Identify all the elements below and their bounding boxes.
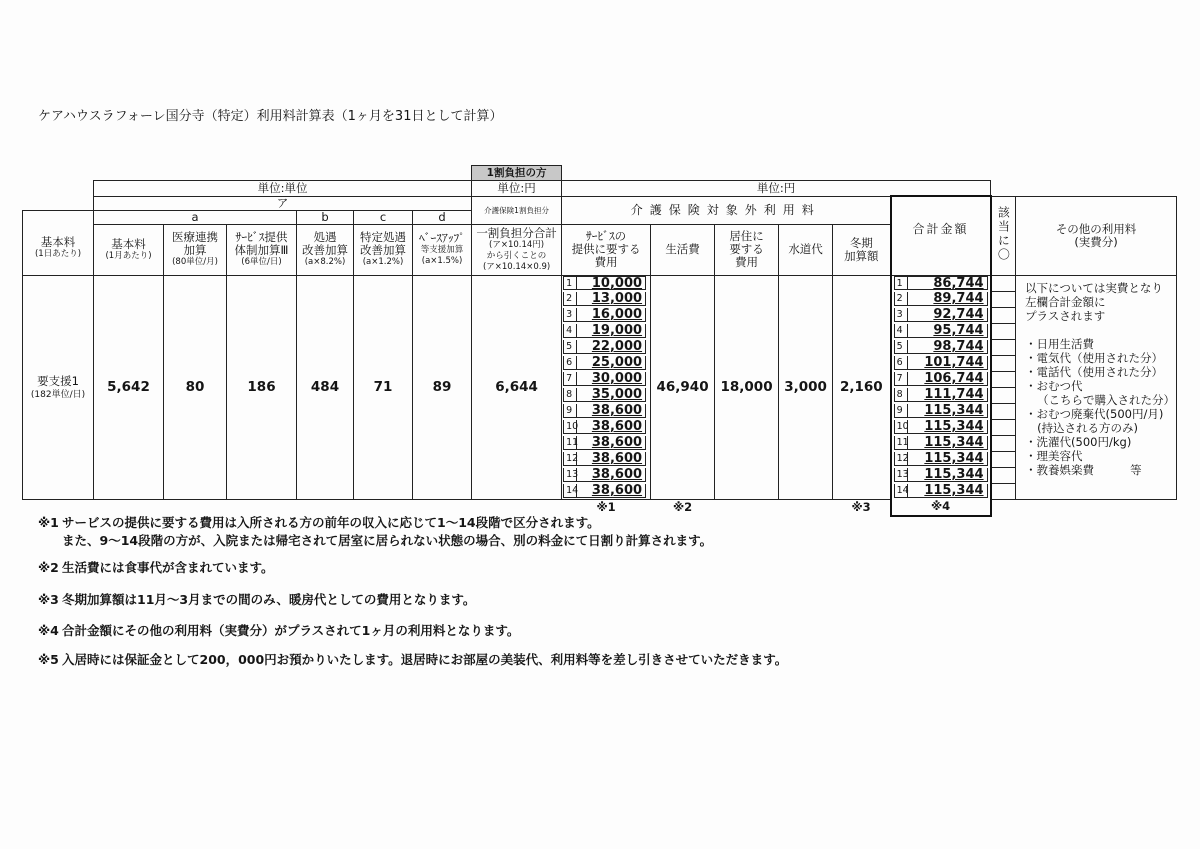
other-fees-item: ・洗濯代(500円/kg) — [1025, 434, 1132, 449]
service-cost-value: 38,600 — [591, 435, 643, 450]
total-value: 92,744 — [933, 307, 984, 322]
tier-box — [563, 420, 646, 434]
applicable-cell — [991, 323, 1016, 339]
column-note-2: ※2 — [672, 499, 693, 514]
applicable-cell — [991, 371, 1016, 387]
monthly-base-header — [94, 224, 164, 275]
monthly-base-header-label: 基本料 — [111, 236, 146, 251]
tier-number: 4 — [564, 324, 577, 337]
tier-number: 13 — [566, 469, 579, 480]
tier-box — [894, 388, 988, 402]
other-fees-item: ・電気代（使用された分） — [1025, 350, 1164, 365]
baseup-header-label: ﾍﾞｰｽｱｯﾌﾟ — [419, 231, 466, 245]
tier-number: 6 — [564, 356, 577, 369]
total-tier — [891, 275, 991, 291]
group-a-header: ア — [94, 196, 472, 210]
special-treatment-header-label: 特定処遇 改善加算 — [360, 230, 406, 257]
tier-number: 4 — [895, 324, 908, 337]
service-cost-tier — [562, 275, 651, 291]
treatment-value: 484 — [297, 275, 354, 499]
tier-box — [894, 372, 988, 386]
tier-box — [563, 388, 646, 402]
applicable-cell — [991, 435, 1016, 451]
tier-box — [894, 324, 988, 338]
total-value: 115,344 — [924, 403, 984, 418]
tier-box — [894, 484, 988, 498]
column-note-3: ※3 — [851, 499, 871, 514]
service-cost-tier — [562, 307, 651, 323]
total-tier — [891, 307, 991, 323]
daily-base-header-note: (1日あたり) — [34, 248, 82, 259]
other-fees-etc: 等 — [1130, 462, 1142, 477]
total-value: 115,344 — [924, 467, 984, 482]
tier-box — [894, 356, 988, 370]
monthly-base-header-note: (1月あたり) — [105, 250, 152, 261]
residence-value: 18,000 — [715, 275, 779, 499]
service-cost-tier — [562, 339, 651, 355]
footnote-mark: ※4 — [38, 623, 59, 638]
medical-header-label: 医療連携 加算 — [172, 230, 218, 257]
special-treatment-header-note: (a×1.2%) — [362, 257, 404, 267]
service-cost-tier — [562, 371, 651, 387]
footnote-line: 入居時には保証金として200，000円お預かりいたします。退居時にお部屋の美装代、利用料等を差し引きさせていただきます。 — [62, 652, 788, 667]
total-tier — [891, 339, 991, 355]
service-cost-value: 25,000 — [591, 355, 643, 370]
service-cost-value: 38,600 — [591, 451, 643, 466]
total-tier — [891, 323, 991, 339]
daily-base-header — [23, 210, 94, 275]
total-tier — [891, 483, 991, 499]
baseup-header — [413, 224, 472, 275]
applicable-cell — [991, 275, 1016, 291]
tier-number: 5 — [895, 340, 908, 353]
service-cost-tier — [562, 483, 651, 499]
share-total-header-note: (ア×10.14円) から引くことの (ア×10.14×0.9) — [482, 239, 551, 272]
service-cost-value: 13,000 — [591, 291, 643, 306]
blank-cell — [23, 166, 472, 181]
tier-box — [894, 308, 988, 322]
service-cost-value: 38,600 — [591, 419, 643, 434]
blank-cell — [23, 181, 94, 197]
service-cost-value: 16,000 — [591, 307, 643, 322]
service-cost-value: 19,000 — [591, 323, 643, 338]
applicable-cell — [991, 307, 1016, 323]
other-fees-intro: 左欄合計金額に — [1025, 294, 1106, 309]
spacer — [1025, 323, 1172, 337]
tier-number: 9 — [564, 404, 577, 417]
tier-number: 3 — [564, 308, 577, 321]
footnote-mark: ※2 — [38, 560, 59, 575]
water-value: 3,000 — [779, 275, 833, 499]
tier-number: 9 — [895, 404, 908, 417]
footnote-line: 生活費には食事代が含まれています。 — [62, 560, 274, 575]
other-fees-intro: プラスされます — [1025, 308, 1106, 323]
winter-header-label: 冬期 加算額 — [844, 235, 879, 263]
unit-yen-header: 単位:円 — [562, 181, 991, 197]
other-fees-item: ・おむつ代 — [1025, 378, 1083, 393]
blank-cell — [715, 499, 833, 516]
tier-box — [563, 372, 646, 386]
tier-box — [563, 324, 646, 338]
tier-number: 6 — [895, 356, 908, 369]
tier-number: 14 — [566, 484, 579, 496]
footnote-line: また、9～14段階の方が、入院または帰宅されて居室に居られない状態の場合、別の料金にて日割り計算されます。 — [62, 533, 713, 548]
baseup-value: 89 — [413, 275, 472, 499]
treatment-header-label: 処遇 改善加算 — [302, 230, 348, 257]
tier-box — [894, 436, 988, 450]
tier-number: 5 — [564, 340, 577, 353]
service-cost-tier — [562, 451, 651, 467]
winter-header — [833, 224, 891, 275]
footnote-4 — [38, 622, 519, 640]
service-cost-header — [562, 224, 651, 275]
tier-box — [894, 292, 988, 306]
unit-units-header: 単位:単位 — [94, 181, 472, 197]
footnote-2 — [38, 559, 274, 577]
total-value: 95,744 — [933, 323, 984, 338]
tier-box — [563, 484, 646, 498]
tier-number: 11 — [566, 437, 579, 448]
total-tier — [891, 355, 991, 371]
tier-number: 12 — [896, 453, 909, 464]
footnote-text — [62, 591, 475, 609]
applicable-cell — [991, 467, 1016, 483]
total-tier — [891, 403, 991, 419]
tier-number: 2 — [895, 292, 908, 305]
service-cost-tier — [562, 467, 651, 483]
other-fees-item: ・日用生活費 — [1025, 336, 1095, 351]
residence-header-label: 居住に 要する 費用 — [729, 229, 764, 269]
applicable-cell — [991, 451, 1016, 467]
total-tier — [891, 451, 991, 467]
tier-number: 14 — [896, 485, 909, 496]
footnote-text — [62, 514, 712, 550]
service-cost-tier — [562, 323, 651, 339]
tier-box — [894, 340, 988, 354]
other-fees-header — [1016, 196, 1177, 275]
living-header: 生活費 — [651, 224, 715, 275]
tier-box — [894, 404, 988, 418]
tier-box — [894, 420, 988, 434]
service-system-header-note: (6単位/日) — [241, 257, 282, 267]
medical-header-note: (80単位/月) — [172, 257, 218, 267]
special-treatment-value: 71 — [354, 275, 413, 499]
service-cost-value: 22,000 — [591, 339, 643, 354]
share-total-value: 6,644 — [472, 275, 562, 499]
service-system-header — [227, 224, 297, 275]
service-cost-tier — [562, 291, 651, 307]
care-level-units: (182単位/日) — [30, 389, 86, 400]
other-fees-header-label: その他の利用料 — [1055, 221, 1137, 236]
other-fees-item: ・おむつ廃棄代(500円/月) — [1025, 406, 1164, 421]
column-note-1: ※1 — [596, 499, 616, 514]
tier-box — [563, 468, 646, 482]
total-value: 98,744 — [933, 339, 984, 354]
tier-box — [563, 452, 646, 466]
service-cost-tier — [562, 355, 651, 371]
applicable-cell — [991, 339, 1016, 355]
total-tier — [891, 387, 991, 403]
total-tier — [891, 467, 991, 483]
applicable-cell — [991, 419, 1016, 435]
tier-box — [563, 292, 646, 306]
treatment-header-note: (a×8.2%) — [304, 257, 346, 267]
footnote-text — [62, 559, 274, 577]
other-fees-item-note: (持込される方のみ) — [1037, 420, 1139, 435]
total-value: 106,744 — [924, 371, 984, 386]
tier-number: 13 — [896, 469, 909, 480]
tier-number: 11 — [896, 437, 909, 448]
footnote-text — [62, 622, 519, 640]
footnote-mark: ※5 — [38, 652, 59, 667]
footnote-line: 合計金額にその他の利用料（実費分）がプラスされて1ヶ月の利用料となります。 — [62, 623, 520, 638]
tier-number: 2 — [564, 292, 577, 305]
total-value: 101,744 — [924, 355, 984, 370]
tier-number: 7 — [895, 372, 908, 385]
other-fees-item: ・理美容代 — [1025, 448, 1083, 463]
total-tier — [891, 419, 991, 435]
share-total-header — [472, 224, 562, 275]
applicable-cell — [991, 403, 1016, 419]
tier-box — [563, 356, 646, 370]
letter-b-header: b — [297, 210, 354, 224]
care-level: 要支援1 — [37, 373, 79, 388]
tier-box — [894, 468, 988, 482]
footnote-text — [62, 651, 787, 669]
tier-number: 10 — [566, 421, 579, 432]
page-title: ケアハウスラフォーレ国分寺（特定）利用料計算表（1ヶ月を31日として計算） — [38, 109, 503, 124]
service-cost-tier — [562, 435, 651, 451]
special-treatment-header — [354, 224, 413, 275]
tier-box — [563, 340, 646, 354]
applicable-cell — [991, 483, 1016, 499]
insurance-share-header: 介護保険1割負担分 — [472, 196, 562, 224]
tier-box — [894, 452, 988, 466]
total-header: 合計金額 — [891, 196, 991, 275]
service-system-value: 186 — [227, 275, 297, 499]
fee-calculation-table — [22, 165, 1177, 517]
service-cost-value: 35,000 — [591, 387, 643, 402]
total-tier — [891, 291, 991, 307]
non-insurance-header: 介護保険対象外利用料 — [562, 196, 891, 224]
applicable-header — [991, 196, 1016, 275]
other-fees-item: ・電話代（使用された分） — [1025, 364, 1164, 379]
residence-header — [715, 224, 779, 275]
applicable-cell — [991, 355, 1016, 371]
total-value: 111,744 — [924, 387, 984, 402]
unit-yen-header: 単位:円 — [472, 181, 562, 197]
tier-number: 8 — [564, 388, 577, 401]
other-fees-intro: 以下については実費となり — [1025, 280, 1163, 295]
tier-box — [563, 308, 646, 322]
letter-c-header: c — [354, 210, 413, 224]
total-value: 115,344 — [924, 419, 984, 434]
share-total-header-label: 一割負担分合計 — [476, 225, 557, 240]
service-cost-header-label: ｻｰﾋﾞｽの 提供に要する 費用 — [571, 229, 641, 269]
applicable-cell — [991, 387, 1016, 403]
living-value: 46,940 — [651, 275, 715, 499]
tier-number: 1 — [895, 277, 908, 289]
winter-value: 2,160 — [833, 275, 891, 499]
footnote-1 — [38, 514, 712, 550]
column-note-4: ※4 — [891, 499, 991, 516]
footnote-3 — [38, 591, 475, 609]
applicable-header-label: 該当に〇 — [996, 206, 1011, 262]
total-value: 89,744 — [933, 291, 984, 306]
tier-number: 10 — [896, 421, 909, 432]
total-value: 115,344 — [924, 483, 984, 498]
medical-value: 80 — [164, 275, 227, 499]
footnote-mark: ※3 — [38, 592, 59, 607]
service-cost-tier — [562, 387, 651, 403]
other-fees-item-row — [1025, 463, 1172, 477]
tier-box — [563, 436, 646, 450]
service-cost-value: 38,600 — [591, 403, 643, 418]
letter-d-header: d — [413, 210, 472, 224]
daily-base-header-label: 基本料 — [40, 234, 76, 249]
total-value: 115,344 — [924, 435, 984, 450]
tier-box — [563, 276, 646, 290]
tier-number: 3 — [895, 308, 908, 321]
service-cost-value: 38,600 — [591, 467, 643, 482]
service-cost-value: 38,600 — [591, 483, 643, 498]
total-tier — [891, 371, 991, 387]
footnote-mark: ※1 — [38, 515, 59, 530]
service-cost-value: 30,000 — [591, 371, 643, 386]
blank-cell — [991, 499, 1177, 516]
other-fees-item: ・教養娯楽費 — [1025, 462, 1095, 477]
footnote-5 — [38, 651, 787, 669]
blank-cell — [991, 181, 1177, 197]
tier-number: 8 — [895, 388, 908, 401]
footnote-line: サービスの提供に要する費用は入所される方の前年の収入に応じて1～14段階で区分されます。 — [62, 515, 600, 530]
medical-header — [164, 224, 227, 275]
tier-box — [563, 404, 646, 418]
applicable-cell — [991, 291, 1016, 307]
footnote-line: 冬期加算額は11月～3月までの間のみ、暖房代としての費用となります。 — [62, 592, 476, 607]
tier-number: 7 — [564, 372, 577, 385]
burden-label: 1割負担の方 — [472, 166, 562, 181]
tier-box — [894, 276, 988, 290]
tier-number: 1 — [564, 277, 577, 289]
letter-a-header: a — [94, 210, 297, 224]
service-cost-value: 10,000 — [591, 275, 643, 291]
service-system-header-label: ｻｰﾋﾞｽ提供 体制加算Ⅲ — [234, 230, 289, 257]
other-fees-item-note: （こちらで購入された分） — [1037, 392, 1175, 407]
total-tier — [891, 435, 991, 451]
service-cost-tier — [562, 419, 651, 435]
total-value: 86,744 — [933, 275, 984, 291]
service-cost-tier — [562, 403, 651, 419]
care-level-cell — [23, 275, 94, 499]
water-header: 水道代 — [779, 224, 833, 275]
treatment-header — [297, 224, 354, 275]
other-fees-cell — [1016, 275, 1177, 499]
tier-number: 12 — [566, 453, 579, 464]
total-value: 115,344 — [924, 451, 984, 466]
other-fees-header-note: (実費分) — [1074, 234, 1118, 249]
monthly-base-value: 5,642 — [94, 275, 164, 499]
blank-cell — [562, 166, 1177, 181]
blank-cell — [23, 196, 94, 210]
baseup-header-note: 等支援加算 (a×1.5%) — [420, 245, 464, 266]
